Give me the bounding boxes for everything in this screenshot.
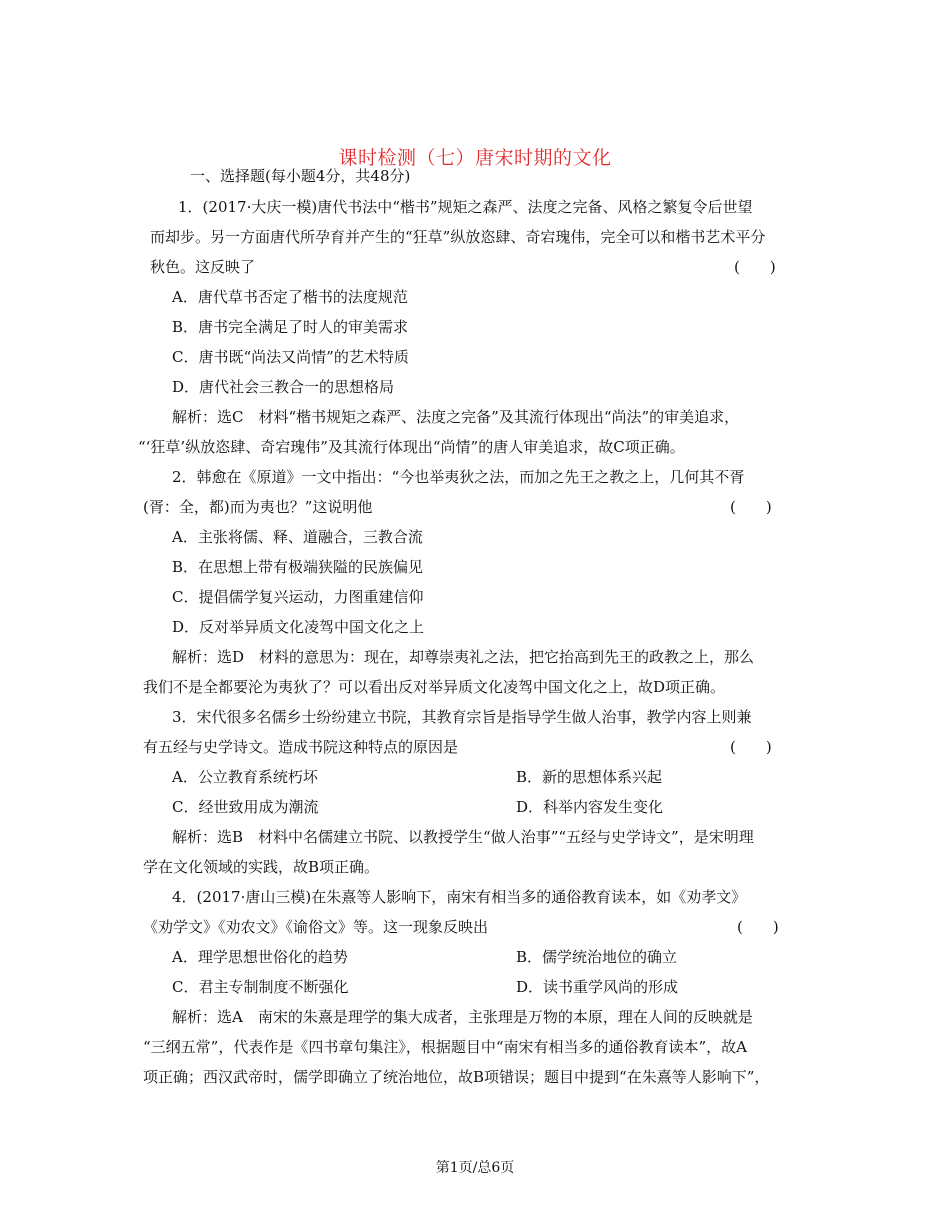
document-page: 课时检测（七）唐宋时期的文化 一、选择题(每小题4分，共48分) 1．(2017·大庆一模)唐代书法中“楷书”规矩之森严、法度之完备、风格之繁复令后世望 而却步。另一方面唐代所孕育并产生的“狂草”纵放恣肆、奇宕瑰伟，完全可以和楷书艺术平分 秋色。这反映了 ( ) A．唐代草书否定了楷书的法度规范 B．唐书完全满足了时人的审美需求 C．唐书既“尚法又尚情”的艺术特质 D．唐代社会三教合一的思想格局 解析：选C 材料“楷书规矩之森严、法度之完备”及其流行体现出“尚法”的审美追求， “‘狂草’纵放恣肆、奇宕瑰伟”及其流行体现出“尚情”的唐人审美追求，故C项正确。 2．韩愈在《原道》一文中指出：“今也举夷狄之法，而加之先王之教之上，几何其不胥 (胥：全，都)而为夷也？”这说明他 ( ) A．主张将儒、释、道融合，三教合流 B．在思想上带有极端狭隘的民族偏见 C．提倡儒学复兴运动，力图重建信仰 D．反对举异质文化凌驾中国文化之上 解析：选D 材料的意思为：现在，却尊崇夷礼之法，把它抬高到先王的政教之上，那么 我们不是全都要沦为夷狄了？可以看出反对举异质文化凌驾中国文化之上，故D项正确。 3．宋代很多名儒乡士纷纷建立书院，其教育宗旨是指导学生做人治事，教学内容上则兼 有五经与史学诗文。造成书院这种特点的原因是 ( ) A．公立教育系统朽坏 B．新的思想体系兴起 C．经世致用成为潮流 D．科举内容发生变化 解析：选B 材料中名儒建立书院、以教授学生“做人治事”“五经与史学诗文”，是宋明理 学在文化领域的实践，故B项正确。 4．(2017·唐山三模)在朱熹等人影响下，南宋有相当多的通俗教育读本，如《劝孝文》 《劝学文》《劝农文》《谕俗文》等。这一现象反映出 ( ) A．理学思想世俗化的趋势 B．儒学统治地位的确立 C．君主专制制度不断强化 D．读书重学风尚的形成 解析：选A 南宋的朱熹是理学的集大成者，主张理是万物的本原，理在人间的反映就是 “三纲五常”，代表作是《四书章句集注》，根据题目中“南宋有相当多的通俗教育读本”，故A 项正确；西汉武帝时，儒学即确立了统治地位，故B项错误；题目中提到“在朱熹等人影响下”， 第1页/总6页 (0, 0, 950, 1230)
answer-blank: ( ) (734, 258, 776, 276)
answer-blank: ( ) (730, 498, 772, 516)
page-title: 课时检测（七）唐宋时期的文化 (338, 147, 612, 169)
answer-blank: ( ) (730, 738, 772, 756)
page-footer: 第1页/总6页 (435, 1160, 515, 1176)
answer-blank: ( ) (737, 918, 779, 936)
